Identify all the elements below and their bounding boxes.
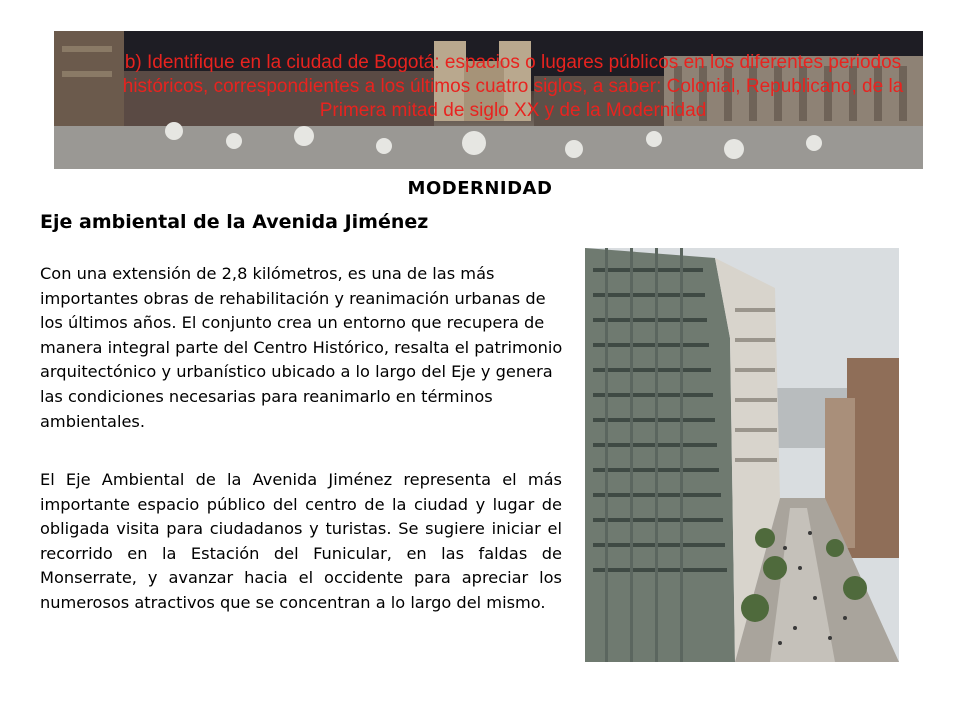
section-title: MODERNIDAD — [407, 178, 553, 199]
paragraph-description — [40, 468, 562, 616]
header-banner — [54, 31, 923, 169]
banner-instruction-text: b) Identifique en la ciudad de Bogotá: espacios o lugares públicos en los diferentes periodos históricos, correspondientes a los últimos cuatro siglos, a saber: Colonial, Republicano, de la Primera mitad de siglo XX y de la Modernidad — [122, 52, 904, 121]
paragraph-1-text: Con una extensión de 2,8 kilómetros, es una de las más importantes obras de rehabilitación y reanimación urbanas de los últimos años. El conjunto crea un entorno que recupera de manera integral parte del Centro Histórico, resalta el patrimonio arquitectónico y urbanístico ubicado a lo largo del Eje y genera las condiciones necesarias para reanimarlo en términos ambientales. — [40, 264, 563, 431]
paragraph-intro — [40, 262, 565, 434]
avenida-jimenez-photo — [585, 248, 899, 662]
article-heading: Eje ambiental de la Avenida Jiménez — [40, 211, 429, 233]
street-photo-illustration — [585, 248, 899, 662]
paragraph-2-text: El Eje Ambiental de la Avenida Jiménez representa el más importante espacio público del centro de la ciudad y lugar de obligada visita para ciudadanos y turistas. Se sugiere iniciar el recorrido en la Estación del Funicular, en las faldas de Monserrate, y avanzar hacia el occidente para apreciar los numerosos atractivos que se concentran a lo largo del mismo. — [40, 470, 562, 612]
